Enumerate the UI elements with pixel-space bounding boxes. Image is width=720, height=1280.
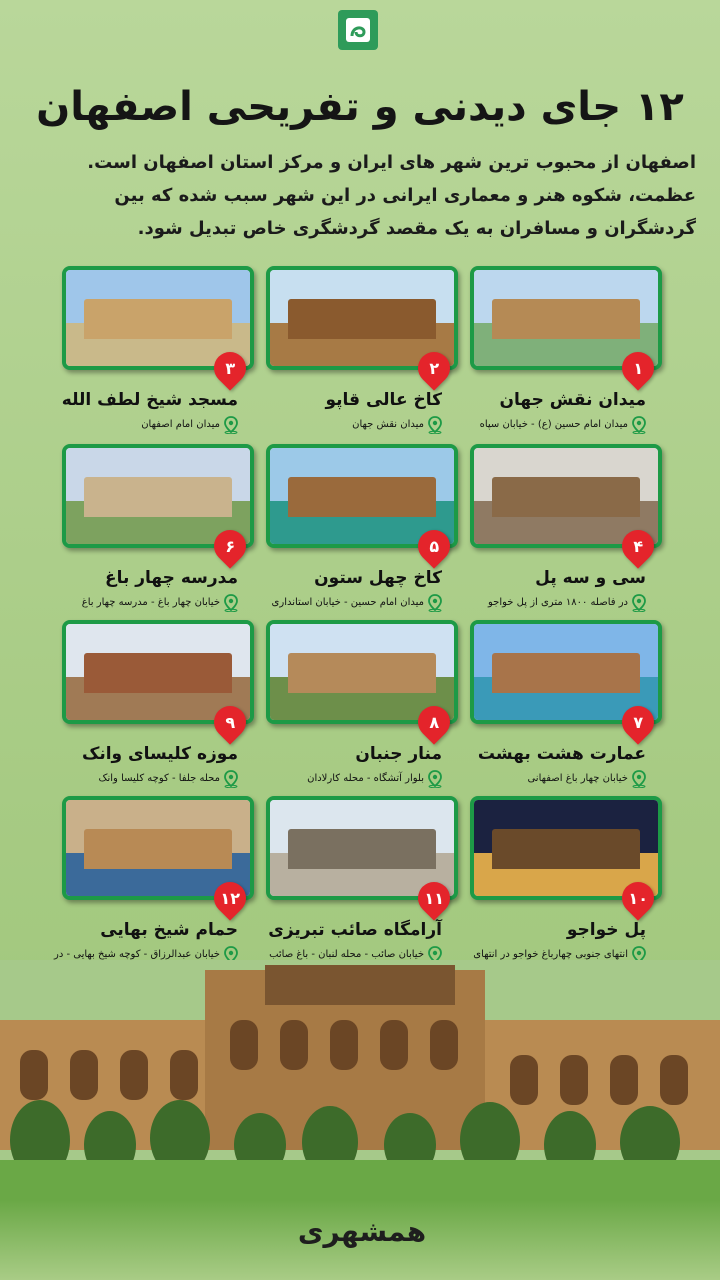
- place-number: ۱: [633, 358, 643, 378]
- place-card: [62, 266, 254, 378]
- place-name: مدرسه چهار باغ: [104, 568, 238, 588]
- place-card: [470, 266, 662, 378]
- place-name: مسجد شیخ لطف الله: [61, 390, 238, 410]
- location-pin-icon: [222, 594, 240, 612]
- place-card: [266, 620, 458, 732]
- location-pin-icon: [426, 594, 444, 612]
- place-address: خیابان چهار باغ اصفهانی: [527, 773, 628, 784]
- place-card: [266, 444, 458, 556]
- place-card: [62, 796, 254, 908]
- place-number: ۷: [633, 712, 643, 732]
- place-name: منار جنبان: [355, 744, 442, 764]
- place-number: ۱۲: [220, 888, 240, 908]
- page-title: ۱۲ جای دیدنی و تفریحی اصفهان: [36, 84, 684, 130]
- place-card: [62, 444, 254, 556]
- hamshahri-logo: [338, 10, 378, 50]
- place-card: [266, 266, 458, 378]
- place-address: میدان امام اصفهان: [141, 419, 220, 430]
- place-number: ۱۱: [424, 888, 444, 908]
- place-address: بلوار آتشگاه - محله کارلادان: [307, 773, 424, 784]
- place-number: ۱۰: [628, 888, 648, 908]
- place-number: ۲: [429, 358, 439, 378]
- place-card: [470, 620, 662, 732]
- place-address: خیابان عبدالرزاق - کوچه شیخ بهایی - در: [54, 949, 220, 960]
- place-name: میدان نقش جهان: [499, 390, 646, 410]
- place-number: ۳: [225, 358, 235, 378]
- place-name: عمارت هشت بهشت: [477, 744, 646, 764]
- location-pin-icon: [630, 770, 648, 788]
- place-name: کاخ چهل ستون: [314, 568, 442, 588]
- location-pin-icon: [222, 416, 240, 434]
- place-address: در فاصله ۱۸۰۰ متری از پل خواجو: [488, 597, 628, 608]
- place-number: ۹: [225, 712, 235, 732]
- place-name: موزه کلیسای وانک: [81, 744, 238, 764]
- place-address: خیابان صائب - محله لنبان - باغ صائب: [269, 949, 424, 960]
- place-card: [470, 796, 662, 908]
- place-name: کاخ عالی قاپو: [325, 390, 442, 410]
- place-card: [266, 796, 458, 908]
- place-name: آرامگاه صائب تبریزی: [268, 920, 442, 940]
- hamshahri-brand: [262, 1214, 462, 1248]
- place-number: ۵: [429, 536, 439, 556]
- place-address: انتهای جنوبی چهارباغ خواجو در انتهای: [473, 949, 628, 960]
- place-number: ۴: [633, 536, 643, 556]
- place-address: میدان امام حسین - خیابان استانداری: [271, 597, 424, 608]
- hamshahri-h-icon: [343, 15, 373, 45]
- place-address: خیابان چهار باغ - مدرسه چهار باغ: [81, 597, 220, 608]
- location-pin-icon: [630, 416, 648, 434]
- place-address: میدان امام حسین (ع) - خیابان سپاه: [479, 419, 628, 430]
- place-number: ۸: [429, 712, 439, 732]
- place-name: سی و سه پل: [535, 568, 646, 588]
- intro-text: اصفهان از محبوب ترین شهر های ایران و مرکز استان اصفهان است. عظمت، شکوه هنر و معماری ایرانی در این شهر سبب شده که بین گردشگران و مسافران به یک مقصد گردشگری خاص تبدیل شود.: [87, 152, 696, 239]
- location-pin-icon: [426, 416, 444, 434]
- place-name: حمام شیخ بهایی: [100, 920, 238, 940]
- place-address: محله جلفا - کوچه کلیسا وانک: [98, 773, 220, 784]
- place-name: پل خواجو: [566, 920, 646, 940]
- location-pin-icon: [426, 770, 444, 788]
- place-card: [62, 620, 254, 732]
- place-address: میدان نقش جهان: [352, 419, 424, 430]
- brand-name: همشهری: [297, 1214, 427, 1248]
- place-card: [470, 444, 662, 556]
- location-pin-icon: [630, 594, 648, 612]
- place-number: ۶: [225, 536, 235, 556]
- location-pin-icon: [222, 770, 240, 788]
